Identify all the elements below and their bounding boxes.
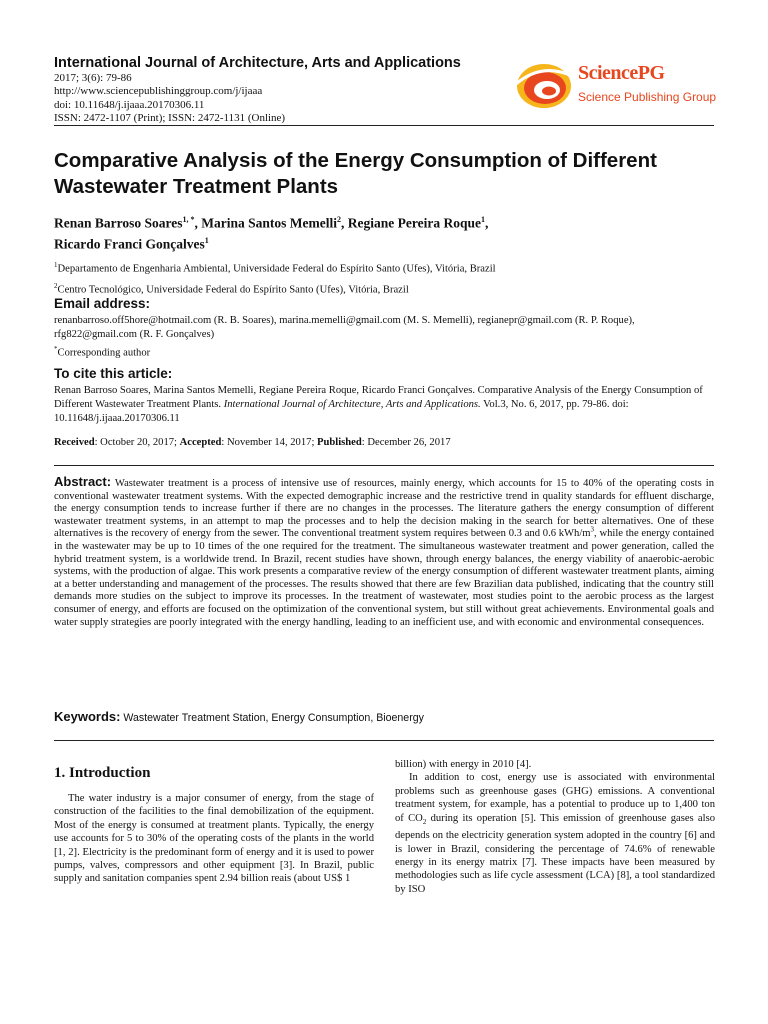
affiliations: [54, 257, 496, 298]
keywords-label: Keywords:: [54, 709, 121, 724]
body-top-divider: [54, 740, 714, 741]
accepted-label: Accepted: [179, 437, 222, 448]
affiliation-2: [54, 278, 496, 299]
journal-url[interactable]: http://www.sciencepublishinggroup.com/j/ijaaa: [54, 85, 263, 98]
abstract-text-continued: , while the energy contained in the wastewater may be up to 10 times of the one required for the treatment. The simultaneous wastewater treatment and power generation, called the hybrid treatment system, is a worldwide trend. In Brazil, recent studies have shown, through energy balances, the energy viability of anaerobic-aerobic systems, with the production of algae. This work presents a comparative review of the energy consumption of different wastewater treatment plants, aiming at a better understanding and management of the processes. The results showed that there are few Brazilian data published, indicating that the country still demands more studies on the subject to improve its processes. In the treatment of wastewater, most studies point to the aerobic process as the largest consumer of energy, and efforts are focused on the optimization of the conventional system, but still without great achievements. Environmental goals and water supply strategies are poorly integrated with the energy handling, leading to an inefficient use, and with economic and environmental consequences.: [54, 528, 714, 628]
published-date: : December 26, 2017: [361, 437, 451, 448]
keywords: [54, 709, 424, 724]
author-affiliation-mark: 1, *: [182, 215, 195, 224]
section-heading-introduction: 1. Introduction: [54, 765, 151, 781]
author-affiliation-mark: 2: [337, 215, 341, 224]
author-name: Marina Santos Memelli: [201, 215, 337, 231]
volume-line: 2017; 3(6): 79-86: [54, 72, 132, 84]
cite-heading: To cite this article:: [54, 366, 173, 381]
abstract-text: Wastewater treatment is a process of intensive use of resources, mainly energy, which accounts for 15 to 40% of the operating costs in conventional wastewater treatment systems. With the expected demographic increase and the restrictive trend in quality standards for effluent discharge, the energy consumption tends to increase further if there are no changes in the processes. The literature gathers the energy consumption of different wastewater treatment systems, in an attempt to map the processes and to help the decision making in the search for better alternatives. One of these alternatives is the recovery of energy from the sewer. The conventional treatment system requires between 0.3 and 0.6 kWh/m: [54, 478, 714, 540]
author-name: Renan Barroso Soares: [54, 215, 183, 231]
doi-line: doi: 10.11648/j.ijaaa.20170306.11: [54, 98, 205, 111]
received-date: : October 20, 2017;: [94, 437, 180, 448]
body-column-left: [54, 792, 374, 886]
published-label: Published: [317, 437, 362, 448]
subscript: 2: [422, 817, 427, 826]
issn-line: ISSN: 2472-1107 (Print); ISSN: 2472-1131 (Online): [54, 111, 286, 124]
abstract-label: Abstract:: [54, 474, 112, 489]
corresponding-author-note: [54, 345, 150, 359]
affiliation-text: Centro Tecnológico, Universidade Federal do Espírito Santo (Ufes), Vitória, Brazil: [57, 284, 409, 296]
corresponding-author-text: Corresponding author: [57, 347, 151, 359]
email-heading: Email address:: [54, 296, 151, 311]
journal-meta: [54, 72, 285, 125]
affiliation-number: 1: [54, 261, 58, 269]
citation-authors-title: Renan Barroso Soares, Marina Santos Memelli, Regiane Pereira Roque, Ricardo Franci Gonçalves. Comparative Analysis of the Energy Consumption of Different Wastewater Treatment Plants.: [54, 385, 703, 410]
email-addresses[interactable]: renanbarroso.off5hore@hotmail.com (R. B. Soares), marina.memelli@gmail.com (M. S. Memelli), regianepr@gmail.com (R. P. Roque), rfg822@gmail.com (R. F. Gonçalves): [54, 315, 635, 340]
received-label: Received: [54, 437, 95, 448]
abstract-top-divider: [54, 465, 714, 466]
abstract: [54, 476, 714, 629]
citation-text: [54, 384, 714, 426]
logo-wordmark: SciencePG: [578, 62, 665, 84]
accepted-date: : November 14, 2017;: [221, 437, 318, 448]
paragraph: [395, 771, 715, 896]
paragraph-continuation: billion) with energy in 2010 [4].: [395, 759, 532, 770]
header-divider: [54, 125, 714, 126]
asterisk-mark: *: [54, 345, 58, 353]
body-column-right: [395, 758, 715, 896]
paragraph: The water industry is a major consumer of energy, from the stage of construction of the facilities to the final demobilization of the equipment. Most of the energy is consumed at treatment plants. Typically, the energy use accounts for 5 to 30% of the operating costs of the plants in the world [1, 2]. Electricity is the predominant form of energy and it is used to power pumps, valves, compressors and other equipment [3]. In Brazil, public supply and sanitation companies spent 2.94 billion reais (about US$ 1: [54, 793, 374, 885]
article-title: Comparative Analysis of the Energy Consumption of Different Wastewater Treatment Plants: [54, 149, 657, 198]
author-name: Regiane Pereira Roque: [347, 215, 481, 231]
affiliation-1: [54, 257, 496, 278]
publication-dates: [54, 437, 451, 448]
paragraph-text-continued: during its operation [5]. This emission of greenhouse gases also depends on the electricity generation system adopted in the country [6] and is lower in Brazil, considering the percentage of 74.6% of renewable energy in its energy matrix [7]. These impacts have been measured by methodologies such as life cycle assessment (LCA) [8], a tool standardized by ISO: [395, 812, 715, 895]
paragraph-text: In addition to cost, energy use is associated with environmental problems such as greenhouse gases (GHG) emissions. A conventional treatment system, for example, has a potential to produce up to 1,400 ton of CO: [395, 772, 715, 824]
author-affiliation-mark: 1: [480, 215, 485, 224]
journal-title: International Journal of Architecture, Arts and Applications: [54, 55, 461, 71]
author-name: Ricardo Franci Gonçalves: [54, 236, 205, 251]
citation-journal: International Journal of Architecture, Arts and Applications.: [223, 399, 481, 410]
citation-volume-doi: Vol.3, No. 6, 2017, pp. 79-86. doi: 10.11648/j.ijaaa.20170306.11: [54, 399, 629, 424]
logo-subtitle: Science Publishing Group: [578, 90, 717, 104]
author-list: Renan Barroso Soares$^{1, *}$, Marina Santos Memelli$^2$, Regiane Pereira Roque$^1$, Ricardo Franci Gonçalves$^1$: [54, 215, 489, 251]
author-affiliation-mark: 1: [204, 235, 209, 245]
superscript: 3: [590, 525, 595, 534]
affiliation-number: 2: [54, 281, 58, 290]
keywords-text: Wastewater Treatment Station, Energy Consumption, Bioenergy: [120, 712, 424, 724]
affiliation-text: Departamento de Engenharia Ambiental, Universidade Federal do Espírito Santo (Ufes), Vitória, Brazil: [57, 263, 496, 275]
